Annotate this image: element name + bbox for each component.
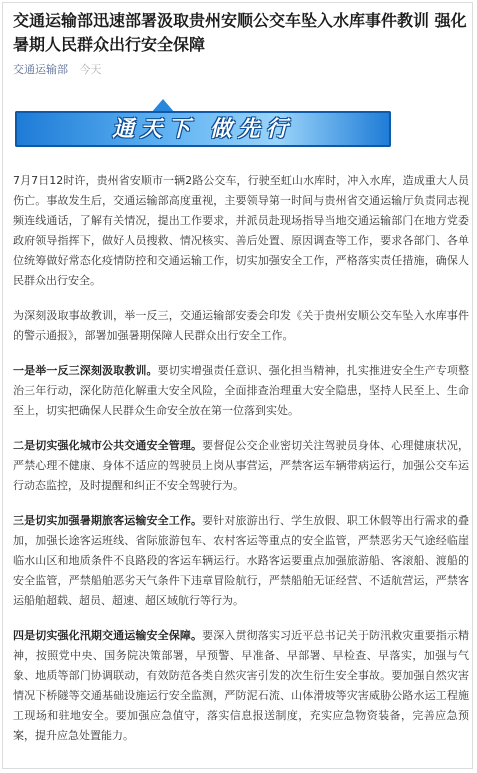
paragraph (13, 511, 469, 611)
article-title: 交通运输部迅速部署汲取贵州安顺公交车坠入水库事件教训 强化暑期人民群众出行安全保障 (13, 11, 467, 54)
paragraph-lead: 四是切实强化汛期交通运输安全保障。 (13, 629, 203, 642)
author-link[interactable]: 交通运输部 (13, 63, 68, 76)
paragraph-lead: 二是切实强化城市公共交通安全管理。 (13, 439, 203, 452)
paragraph (13, 436, 469, 496)
slogan-banner (15, 99, 391, 153)
banner-slogan: 通天下 做先行 (112, 116, 294, 142)
article-body (13, 171, 469, 761)
paragraph-text: 要深入贯彻落实习近平总书记关于防汛救灾重要指示精神，按照党中央、国务院决策部署，早预警、早准备、早部署、早检查、早落实，加强与气象、地质等部门协调联动，有效防范各类自然灾害引发的次生衍生安全事故。要加强自然灾害情况下桥隧等交通基础设施运行安全监测，严防泥石流、山体滑坡等灾害威胁公路水运工程施工现场和驻地安全。要加强应急值守，落实信息报送制度，充实应急物资装备，完善应急预案，提升应急处置能力。 (13, 629, 469, 742)
paragraph-text: 7月7日12时许，贵州省安顺市一辆2路公交车，行驶至虹山水库时，冲入水库，造成重大人员伤亡。事故发生后，交通运输部高度重视，主要领导第一时间与贵州省交通运输厅负责同志视频连线通话，了解有关情况，提出工作要求，并派员赴现场指导当地交通运输部门在地方党委政府领导指挥下，做好人员搜救、情况核实、善后处置、原因调查等工作，要求各部门、各单位统筹做好常态化疫情防控和交通运输工作，切实加强安全工作，严格落实责任措施，确保人民群众出行安全。 (13, 174, 469, 287)
publish-time: 今天 (79, 63, 102, 76)
paragraph-text: 要督促公交企业密切关注驾驶员身体、心理健康状况，严禁心理不健康、身体不适应的驾驶员上岗从事营运，严禁客运车辆带病运行，加强公交车运行动态监控，及时提醒和纠正不安全驾驶行为。 (13, 439, 469, 492)
paragraph-lead: 一是举一反三深刻汲取教训。 (13, 364, 158, 377)
paragraph-text: 要切实增强责任意识、强化担当精神，扎实推进安全生产专项整治三年行动，深化防范化解重大安全风险，全面排查治理重大安全隐患，坚持人民至上、生命至上，切实把确保人民群众生命安全放在第一位落到实处。 (13, 364, 469, 417)
paragraph-lead: 三是切实加强暑期旅客运输安全工作。 (13, 514, 203, 527)
paragraph (13, 171, 469, 291)
paragraph-text: 要针对旅游出行、学生放假、职工休假等出行需求的叠加，加强长途客运班线、省际旅游包车、农村客运等重点的安全监管，严禁恶劣天气途经临崖临水山区和地质条件不良路段的客运车辆运行。水路客运要重点加强旅游船、客滚船、渡船的安全监管，严禁船舶恶劣天气条件下违章冒险航行，严禁船舶无证经营、不适航营运，严禁客运船舶超载、超员、超速、超区域航行等行为。 (13, 514, 469, 607)
paragraph-text: 为深刻汲取事故教训，举一反三，交通运输部安委会印发《关于贵州安顺公交车坠入水库事件的警示通报》，部署加强暑期保障人民群众出行安全工作。 (13, 309, 469, 342)
paragraph (13, 361, 469, 421)
article-frame (2, 2, 473, 769)
paragraph (13, 306, 469, 346)
article-meta (13, 63, 102, 77)
paragraph (13, 626, 469, 746)
